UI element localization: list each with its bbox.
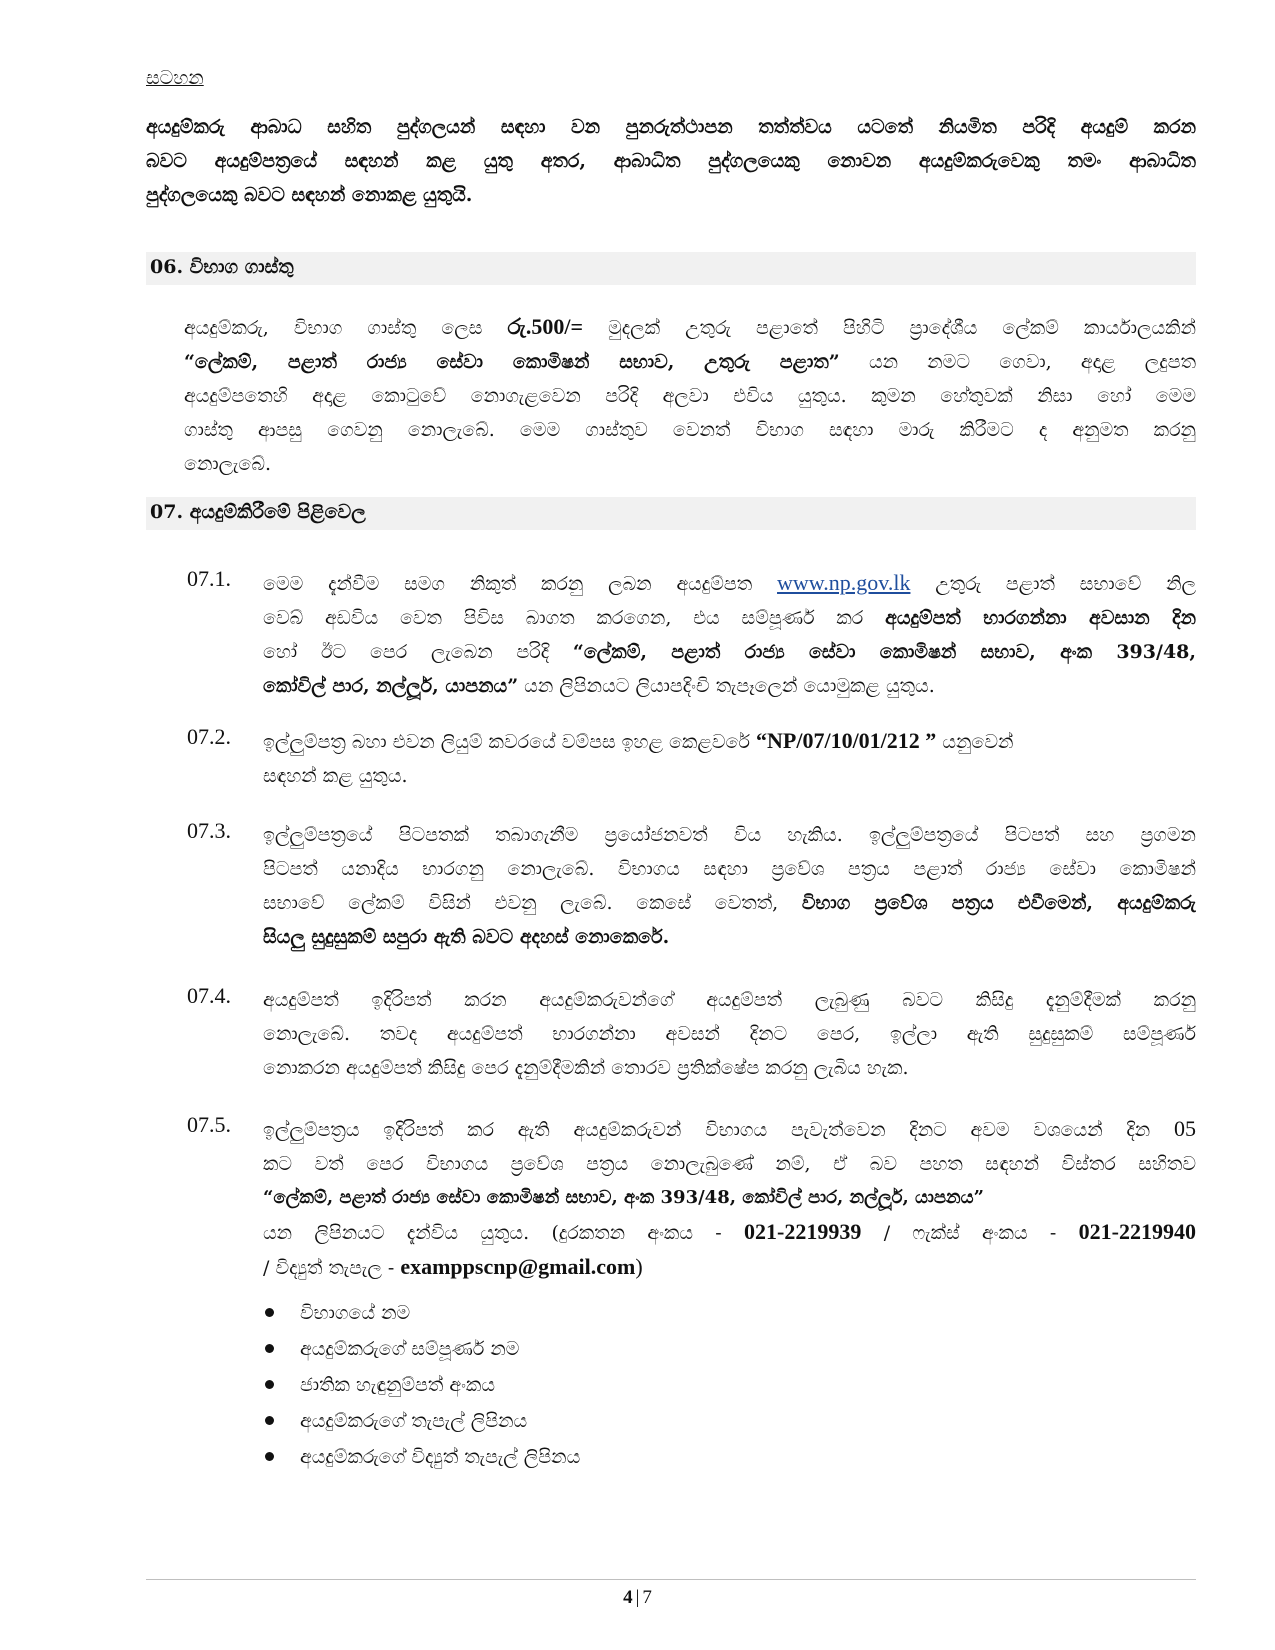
section-06-paragraph — [184, 310, 1196, 481]
list-item: අයදුම්කරුගේ සම්පූර්ණ නම — [265, 1338, 519, 1368]
section-06-heading: 06. විභාග ගාස්තු — [146, 252, 1196, 285]
email-address: examppscnp@gmail.com — [400, 1254, 636, 1279]
bullet-icon — [265, 1380, 274, 1389]
list-item: අයදුම්කරුගේ විද්‍යුත් තැපැල් ලිපිනය — [265, 1446, 580, 1476]
s06-line-2: “ලේකම්, පළාත් රාජ්‍ය සේවා කොමිෂන් සභාව, උතුරු පළාත” යන නමට ගෙවා, අදාළ ලදුපත — [184, 351, 1196, 373]
section-07-heading: 07. අයදුම්කිරීමේ පිළිවෙල — [146, 497, 1196, 530]
item-07-4-number: 07.4. — [187, 983, 231, 1008]
website-link[interactable]: www.np.gov.lk — [777, 570, 911, 595]
bullet-icon — [265, 1308, 274, 1317]
note-title: සටහන — [146, 67, 204, 89]
note-line-3: පුද්ගලයෙකු බවට සඳහන් නොකළ යුතුයි. — [146, 184, 473, 206]
note-paragraph — [146, 110, 1196, 212]
total-pages: 7 — [642, 1587, 652, 1608]
item-07-2-number: 07.2. — [187, 724, 231, 749]
item-07-3-text: ඉල්ලුම්පත්‍රයේ පිටපතක් තබාගැනීම ප්‍රයෝජනවත් විය හැකිය. ඉල්ලුම්පත්‍රයේ පිටපත් සහ ප්‍රගමන පිටපත් යනාදිය භාරගනු නොලැබේ. විභාගය සඳහා ප්‍රවේශ පත්‍රය පළාත් රාජ්‍ය සේවා කොමිෂන් සභාවේ ලේකම් විසින් එවනු ලැබේ. කෙසේ වෙතත්, විභාග ප්‍රවේශ පත්‍රය එවීමෙන්, අයදුම්කරු සියලු සුදුසුකම් සපුරා ඇති බවට අදහස් නොකෙරේ. — [263, 824, 1196, 948]
page-number: 4 | 7 — [623, 1587, 652, 1608]
fee-amount: රු.500/= — [507, 314, 584, 339]
s06-line-4: ගාස්තු ආපසු ගෙවනු නොලැබේ. මෙම ගාස්තුව වෙනත් විභාග සඳහා මාරු කිරීමට ද අනුමත කරනු — [184, 419, 1196, 441]
list-item: ජාතික හැඳුනුම්පත් අංකය — [265, 1374, 495, 1404]
item-07-1-number: 07.1. — [187, 566, 231, 591]
s06-line-5: නොලැබේ. — [184, 453, 271, 475]
phone-number: 021-2219939 — [744, 1219, 862, 1244]
item-07-5-number: 07.5. — [187, 1112, 231, 1137]
item-07-1-text: මෙම දැන්වීම සමග නිකුත් කරනු ලබන අයදුම්පත www.np.gov.lk උතුරු පළාත් සභාවේ නිල වෙබ් අඩවිය වෙත පිවිස බාගත කරගෙන, එය සම්පූර්ණ කර අයදුම්පත් භාරගන්නා අවසාන දින හෝ ඊට පෙර ලැබෙන පරිදි “ලේකම්, පළාත් රාජ්‍ය සේවා කොමිෂන් සභාව, අංක 393/48, කෝවිල් පාර, නල්ලූර්, යාපනය” යන ලිපිනයට ලියාපදිංචි තැපෑලෙන් යොමුකළ යුතුය. — [263, 570, 1196, 697]
bullet-icon — [265, 1344, 274, 1353]
s06-line-1: අයදුම්කරු, විභාග ගාස්තු ලෙස රු.500/= මුදලක් උතුරු පළාතේ පිහිටි ප්‍රාදේශීය ලේකම් කාර්යාලයකින් — [184, 314, 1196, 339]
item-07-4-text: අයදුම්පත් ඉදිරිපත් කරන අයදුම්කරුවන්ගේ අයදුම්පත් ලැබුණු බවට කිසිදු දැනුම්දීමක් කරනු නොලැබේ. තවද අයදුම්පත් භාරගන්නා අවසන් දිනට පෙර, ඉල්ලා ඇති සුදුසුකම් සම්පූර්ණ නොකරන අයදුම්පත් කිසිදු පෙර දැනුම්දීමකින් තොරව ප්‍රතික්ෂේප කරනු ලැබිය හැක. — [263, 989, 1196, 1079]
list-item: විභාගයේ නම — [265, 1302, 410, 1332]
bullet-icon — [265, 1416, 274, 1425]
s06-line-3: අයදුම්පතෙහි අදාළ කොටුවේ නොගැළවෙන පරිදි අලවා එවිය යුතුය. කුමන හේතුවක් නිසා හෝ මෙම — [184, 385, 1196, 407]
note-line-1: අයදුම්කරු ආබාධ සහිත පුද්ගලයන් සඳහා වන පුනරුත්ථාපන තත්ත්වය යටතේ නියමිත පරිදි අයදුම් කරන — [146, 116, 1196, 138]
current-page: 4 — [623, 1587, 633, 1608]
reference-code: “NP/07/10/01/212 ” — [756, 728, 937, 753]
note-line-2: බවට අයදුම්පත්‍රයේ සඳහන් කළ යුතු අතර, ආබාධිත පුද්ගලයෙකු නොවන අයදුම්කරුවෙකු තමං ආබාධිත — [146, 150, 1196, 172]
payee-name: “ලේකම්, පළාත් රාජ්‍ය සේවා කොමිෂන් සභාව, උතුරු පළාත” — [184, 351, 840, 373]
item-07-3-number: 07.3. — [187, 818, 231, 843]
item-07-5-text: ඉල්ලුම්පත්‍රය ඉදිරිපත් කර ඇති අයදුම්කරුවන් විභාගය පැවැත්වෙන දිනට අවම වශයෙන් දින 05 කට වත් පෙර විභාගය ප්‍රවේශ පත්‍රය නොලැබුණේ නම්, ඒ බව පහත සඳහන් විස්තර සහිතව “ලේකම්, පළාත් රාජ්‍ය සේවා කොමිෂන් සභාව, අංක 393/48, කෝවිල් පාර, නල්ලූර්, යාපනය” යන ලිපිනයට දැන්විය යුතුය. (දුරකතන අංකය - 021-2219939 / ෆැක්ස් අංකය - 021-2219940 / විද්‍යුත් තැපැල - examppscnp@gmail.com) — [263, 1116, 1196, 1279]
list-item: අයදුම්කරුගේ තැපැල් ලිපිනය — [265, 1410, 527, 1440]
item-07-2-text: ඉල්ලුම්පත්‍ර බහා එවන ලියුම් කවරයේ වම්පස ඉහළ කෙළවරේ “NP/07/10/01/212 ” යනුවෙන් සඳහන් කළ යුතුය. — [263, 728, 1014, 787]
bullet-icon — [265, 1452, 274, 1461]
footer-divider — [146, 1579, 1196, 1580]
fax-number: 021-2219940 — [1078, 1219, 1196, 1244]
